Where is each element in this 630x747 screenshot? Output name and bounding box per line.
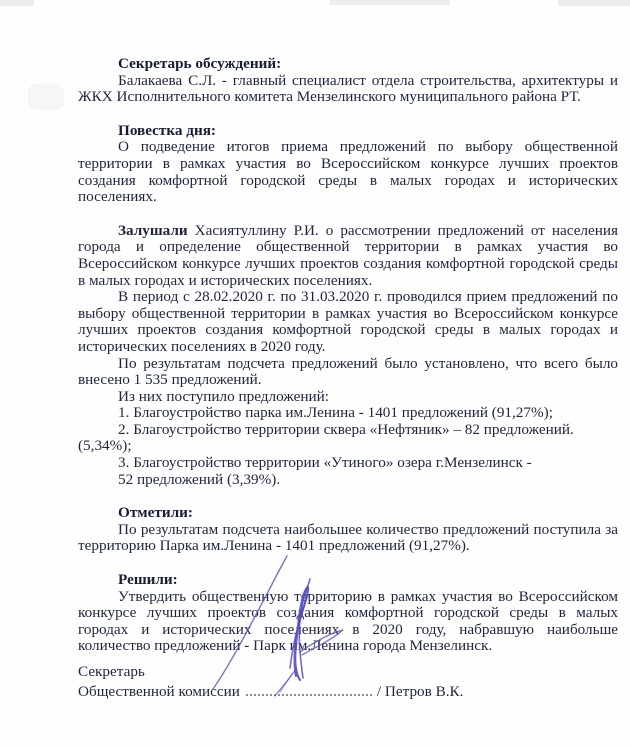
secretary-heading: Секретарь обсуждений: — [118, 55, 282, 72]
scan-artifact — [0, 0, 34, 6]
decided-heading: Решили: — [118, 571, 178, 589]
proposals-intro: Из них поступило предложений: — [118, 387, 329, 405]
proposal-item-3-continuation: 52 предложений (3,39%). — [118, 470, 281, 488]
signoff-role-line1: Секретарь — [78, 663, 145, 680]
heard-paragraph — [78, 223, 618, 289]
scan-artifact — [28, 84, 64, 110]
signoff-block — [78, 664, 618, 700]
noted-heading: Отметили: — [118, 504, 193, 522]
section-gap — [78, 206, 618, 223]
section-gap — [78, 106, 618, 123]
proposal-item-1: 1. Благоустройство парка им.Ленина - 1401 предложений (91,27%); — [118, 404, 553, 422]
protocol-body — [78, 56, 618, 700]
scan-artifact — [558, 0, 630, 6]
results-paragraph: По результатам подсчета предложений было установлено, что всего было внесено 1 535 предложений. — [78, 354, 618, 389]
agenda-text: О подведение итогов приема предложений по выбору общественной территории в рамках участия во Всероссийском конкурсе лучших проектов создания комфортной городской среды в малых городах и исторических поселениях. — [78, 138, 618, 206]
signoff-name: Петров В.К. — [384, 682, 464, 700]
secretary-description: Балакаева С.Л. - главный специалист отдела строительства, архитектуры и ЖКХ Исполнительного комитета Мензелинского муниципального района РТ. — [78, 71, 618, 106]
noted-text: По результатам подсчета наибольшее количество предложений поступила за территорию Парка им.Ленина - 1401 предложений (91,27%). — [78, 520, 618, 555]
heard-lead: Залушали — [118, 221, 188, 239]
signature-line — [246, 681, 372, 696]
period-paragraph: В период с 28.02.2020 г. по 31.03.2020 г. проводился прием предложений по выбору общественной территории в рамках участия во Всероссийском конкурсе лучших проектов создания комфортной городской среды в малых городах и исторических поселениях в 2020 году. — [78, 288, 618, 355]
section-gap — [78, 555, 618, 572]
decided-text: Утвердить общественную территорию в рамках участия во Всероссийском конкурсе лучших проектов создания комфортной городской среды в малых городах и исторических поселениях в 2020 году, набравшую наибольше количество предложений - Парк им.Ленина города Мензелинск. — [78, 587, 618, 655]
signoff-row — [78, 681, 618, 701]
signoff-role-line2: Общественной комиссии — [78, 682, 240, 700]
proposal-item-2: 2. Благоустройство территории сквера «Нефтяник» – 82 предложений. (5,34%); — [78, 420, 574, 455]
scan-artifact — [330, 0, 450, 5]
section-gap — [78, 488, 618, 505]
signoff-slash: / — [376, 682, 382, 700]
heard-text: Хасиятуллину Р.И. о рассмотрении предложений от населения города и определение общественной территории в рамках участия во Всероссийском конкурсе лучших проектов создания комфортной городской среды в малых городах и исторических поселениях. — [78, 221, 618, 289]
agenda-heading: Повестка дня: — [118, 121, 216, 139]
proposal-item-3: 3. Благоустройство территории «Утиного» озера г.Мензелинск - — [118, 454, 532, 472]
